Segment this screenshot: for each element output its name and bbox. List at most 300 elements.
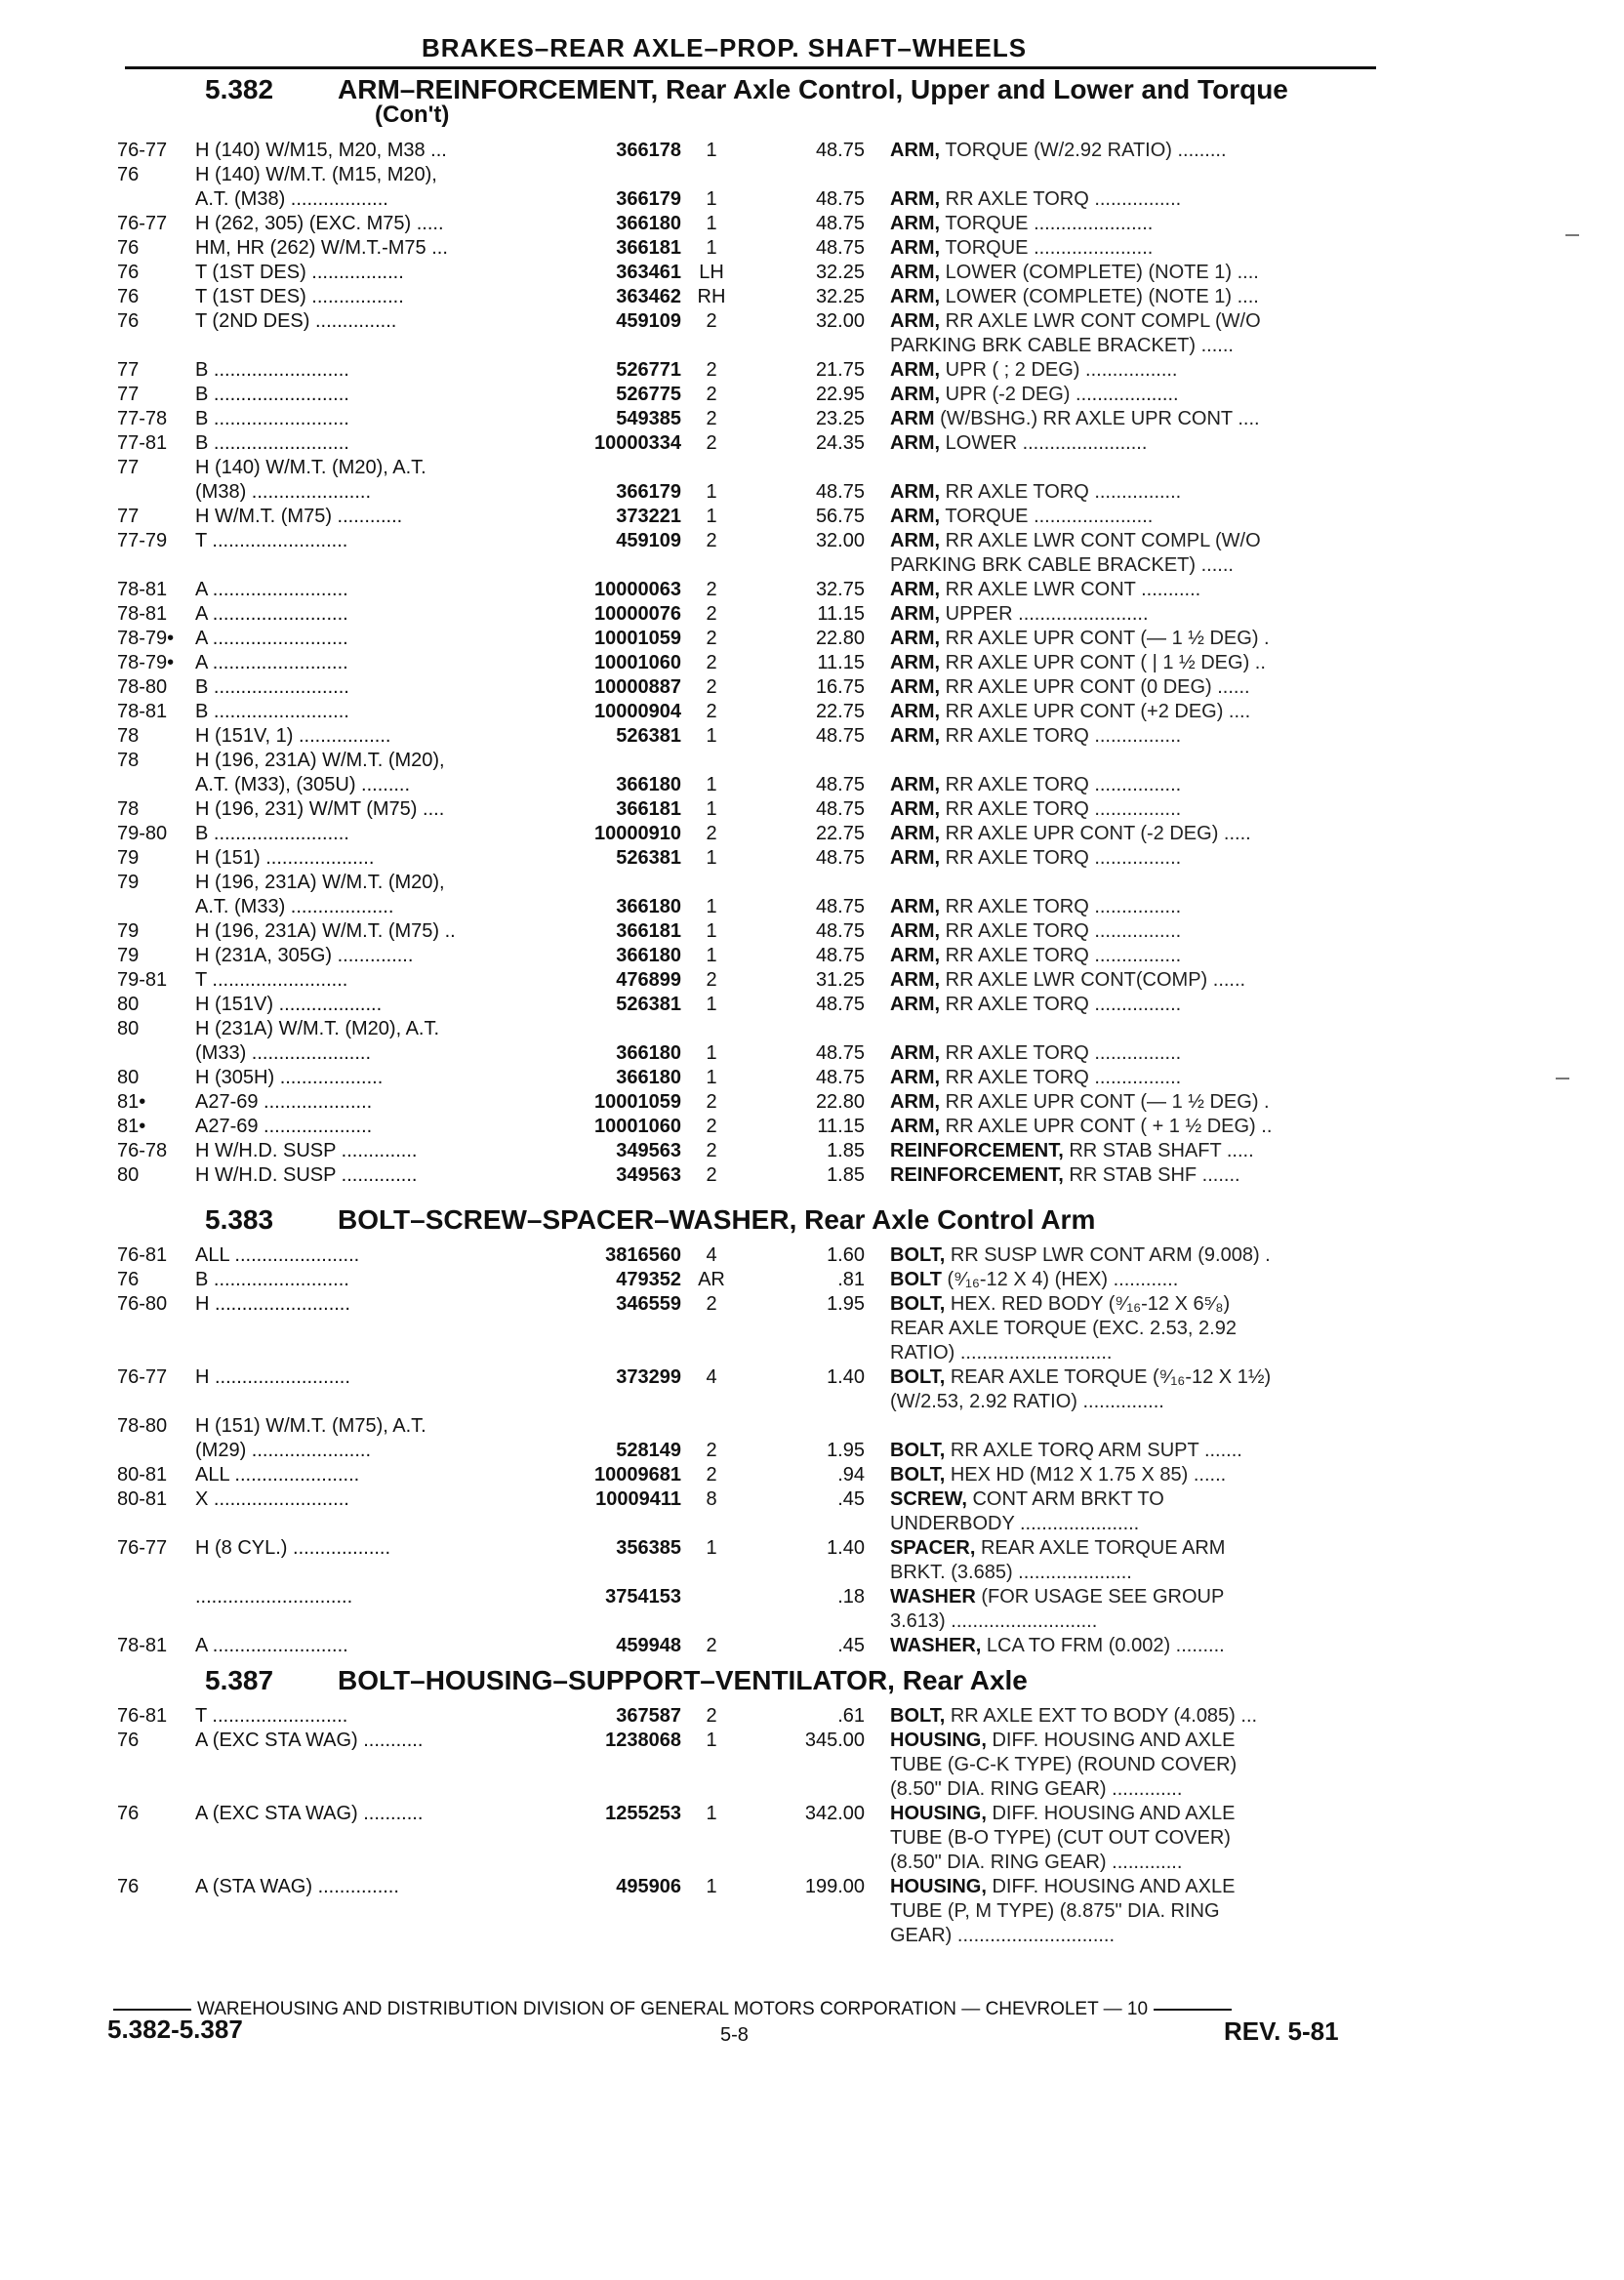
footer-division: WAREHOUSING AND DISTRIBUTION DIVISION OF GENERAL MOTORS CORPORATION — CHEVROLET — 10 (197, 1999, 1149, 2019)
row-application: A.T. (M33), (305U) ......... (195, 774, 411, 795)
row-quantity: 1 (706, 1876, 717, 1897)
row-description-rest: RR AXLE TORQ ................ (945, 896, 1182, 917)
margin-mark (1565, 234, 1579, 236)
row-part-number: 349563 (616, 1164, 681, 1186)
row-description-rest: PARKING BRK CABLE BRACKET) ...... (890, 554, 1234, 576)
row-description (890, 187, 1368, 211)
row-application: H (151) .................... (195, 847, 375, 869)
row-price: 48.75 (815, 847, 865, 869)
row-description-lead: ARM, (890, 1091, 941, 1113)
row-year: 78-81 (117, 603, 168, 625)
row-year: 76-77 (117, 1537, 168, 1559)
row-description-rest: UPR (-2 DEG) ................... (945, 384, 1179, 405)
row-description-rest: RR SUSP LWR CONT ARM (9.008) . (950, 1244, 1271, 1266)
row-part-number: 459948 (616, 1635, 681, 1656)
row-part-number: 356385 (616, 1537, 681, 1559)
row-part-number: 10001059 (594, 1091, 681, 1113)
part-row (0, 480, 1624, 505)
row-description-lead: WASHER, (890, 1635, 982, 1656)
row-year: 77-81 (117, 432, 168, 454)
row-part-number: 495906 (616, 1876, 681, 1897)
row-description (890, 846, 1368, 870)
row-description-rest: RR AXLE LWR CONT ........... (945, 579, 1201, 600)
row-part-number: 366181 (616, 920, 681, 942)
row-price: .45 (837, 1635, 865, 1656)
row-quantity: 2 (706, 1116, 717, 1137)
row-description-rest: RR AXLE TORQ ................ (945, 798, 1182, 820)
part-row (0, 505, 1624, 529)
row-part-number: 526775 (616, 384, 681, 405)
section-number: 5.383 (205, 1204, 274, 1235)
row-description-lead: ARM, (890, 481, 941, 503)
row-description-rest: RR AXLE TORQ ................ (945, 188, 1182, 210)
row-description-lead: ARM, (890, 432, 941, 454)
part-row (0, 1163, 1624, 1188)
row-price: 1.85 (827, 1140, 865, 1161)
row-part-number: 10000887 (594, 676, 681, 698)
row-year: 78 (117, 798, 140, 820)
part-row (0, 1851, 1624, 1875)
row-description-rest: LOWER (COMPLETE) (NOTE 1) .... (945, 286, 1259, 307)
row-quantity: 1 (706, 994, 717, 1015)
part-row (0, 919, 1624, 944)
part-row (0, 1802, 1624, 1826)
row-quantity: 2 (706, 1635, 717, 1656)
row-year: 79 (117, 872, 140, 893)
row-quantity: 1 (706, 1803, 717, 1824)
part-row (0, 1139, 1624, 1163)
row-price: 1.85 (827, 1164, 865, 1186)
row-application: H (231A, 305G) .............. (195, 945, 414, 966)
row-description (890, 212, 1368, 235)
part-row (0, 1090, 1624, 1115)
row-part-number: 366178 (616, 140, 681, 161)
margin-mark (1556, 1078, 1569, 1079)
row-application: H (151V, 1) ................. (195, 725, 391, 747)
row-price: 56.75 (815, 506, 865, 527)
row-application: B ......................... (195, 432, 349, 454)
row-price: 32.00 (815, 530, 865, 551)
part-row (0, 285, 1624, 309)
row-part-number: 373221 (616, 506, 681, 527)
row-description-lead: ARM, (890, 628, 941, 649)
row-description-lead: ARM, (890, 1042, 941, 1064)
row-quantity: 1 (706, 188, 717, 210)
row-price: 23.25 (815, 408, 865, 429)
row-year: 80 (117, 1164, 140, 1186)
row-quantity: 2 (706, 969, 717, 991)
row-description-lead: ARM, (890, 359, 941, 381)
row-part-number: 1238068 (605, 1730, 681, 1751)
row-description (890, 1899, 1368, 1923)
row-price: 11.15 (817, 603, 865, 625)
row-description (890, 358, 1368, 382)
row-price: 24.35 (815, 432, 865, 454)
row-description (890, 1439, 1368, 1462)
part-row (0, 1753, 1624, 1777)
row-year: 78 (117, 750, 140, 771)
row-quantity: 1 (706, 945, 717, 966)
row-description (890, 1090, 1368, 1114)
row-quantity: 1 (706, 213, 717, 234)
row-part-number: 10001059 (594, 628, 681, 649)
row-description (890, 1292, 1368, 1316)
row-description-lead: SPACER, (890, 1537, 976, 1559)
row-application: B ......................... (195, 408, 349, 429)
row-price: .18 (837, 1586, 865, 1608)
row-description-lead: ARM, (890, 798, 941, 820)
row-description-lead: WASHER (890, 1586, 976, 1608)
row-price: 1.40 (827, 1537, 865, 1559)
row-part-number: 349563 (616, 1140, 681, 1161)
part-row (0, 1414, 1624, 1439)
row-description (890, 261, 1368, 284)
row-description (890, 407, 1368, 430)
row-part-number: 10001060 (594, 652, 681, 673)
row-price: 1.95 (827, 1293, 865, 1315)
row-year: 79 (117, 945, 140, 966)
row-description-rest: (FOR USAGE SEE GROUP (981, 1586, 1225, 1608)
footer-page-number: 5-8 (720, 2024, 749, 2046)
row-quantity: 4 (706, 1244, 717, 1266)
row-description (890, 993, 1368, 1016)
row-application: HM, HR (262) W/M.T.-M75 ... (195, 237, 448, 259)
row-description (890, 1826, 1368, 1850)
row-description-lead: ARM, (890, 603, 941, 625)
footer-revision: REV. 5-81 (1224, 2016, 1339, 2046)
row-application: (M33) ...................... (195, 1042, 372, 1064)
part-row (0, 846, 1624, 871)
row-quantity: 1 (706, 1730, 717, 1751)
row-price: 22.75 (815, 701, 865, 722)
row-price: 11.15 (817, 1116, 865, 1137)
footer-rule-left (113, 2009, 191, 2011)
row-application: H ......................... (195, 1366, 350, 1388)
part-row (0, 602, 1624, 627)
row-description (890, 309, 1368, 333)
part-row (0, 675, 1624, 700)
section-title-subtitle: Rear Axle (902, 1665, 1028, 1695)
row-application: T ......................... (195, 1705, 348, 1727)
row-description (890, 675, 1368, 699)
row-description (890, 724, 1368, 748)
row-description-lead: SCREW, (890, 1488, 967, 1510)
row-description-lead: ARM (890, 408, 935, 429)
row-quantity: 1 (706, 774, 717, 795)
header-rule (125, 66, 1376, 69)
row-price: 48.75 (815, 237, 865, 259)
row-price: 199.00 (804, 1876, 865, 1897)
part-row (0, 187, 1624, 212)
row-application: H (196, 231A) W/M.T. (M20), (195, 750, 445, 771)
row-quantity: 2 (706, 701, 717, 722)
row-application: T (1ST DES) ................. (195, 262, 404, 283)
row-description-rest: RR AXLE TORQ ................ (945, 725, 1182, 747)
row-year: 77 (117, 384, 140, 405)
part-row (0, 871, 1624, 895)
part-row (0, 1899, 1624, 1924)
row-description-rest: RR AXLE TORQ ................ (945, 481, 1182, 503)
row-year: 77 (117, 359, 140, 381)
row-application: T (1ST DES) ................. (195, 286, 404, 307)
part-row (0, 1561, 1624, 1585)
row-quantity: 1 (706, 140, 717, 161)
row-part-number: 528149 (616, 1440, 681, 1461)
row-quantity: 2 (706, 408, 717, 429)
part-row (0, 1826, 1624, 1851)
row-description (890, 236, 1368, 260)
row-description-lead: ARM, (890, 237, 941, 259)
part-row (0, 529, 1624, 553)
row-part-number: 366180 (616, 1042, 681, 1064)
row-description (890, 1561, 1368, 1584)
row-application: H (151) W/M.T. (M75), A.T. (195, 1415, 426, 1437)
part-row (0, 651, 1624, 675)
row-price: 48.75 (815, 1042, 865, 1064)
row-application: A ......................... (195, 628, 348, 649)
row-year: 76 (117, 1730, 140, 1751)
row-description (890, 553, 1368, 577)
row-quantity: 2 (706, 823, 717, 844)
row-year: 78-81 (117, 701, 168, 722)
row-application: A (STA WAG) ............... (195, 1876, 399, 1897)
row-description-rest: HEX HD (M12 X 1.75 X 85) ...... (950, 1464, 1227, 1486)
row-quantity: 1 (706, 896, 717, 917)
row-description-lead: ARM, (890, 579, 941, 600)
part-row (0, 1924, 1624, 1948)
row-part-number: 3816560 (605, 1244, 681, 1266)
row-description (890, 1753, 1368, 1776)
row-description (890, 1041, 1368, 1065)
row-year: 78 (117, 725, 140, 747)
row-description (890, 1875, 1368, 1898)
row-quantity: 2 (706, 676, 717, 698)
row-part-number: 367587 (616, 1705, 681, 1727)
row-description-rest: 3.613) ........................... (890, 1610, 1098, 1632)
row-description (890, 944, 1368, 967)
row-price: 22.75 (815, 823, 865, 844)
row-description-lead: ARM, (890, 530, 941, 551)
row-description-lead: HOUSING, (890, 1876, 987, 1897)
row-application: H W/M.T. (M75) ............ (195, 506, 403, 527)
section-heading (338, 1204, 1095, 1236)
row-description (890, 1634, 1368, 1657)
row-description-rest: TORQUE ...................... (945, 213, 1154, 234)
part-row (0, 334, 1624, 358)
row-year: 79 (117, 847, 140, 869)
part-row (0, 1243, 1624, 1268)
row-quantity: 2 (706, 530, 717, 551)
part-row (0, 358, 1624, 383)
row-year: 79 (117, 920, 140, 942)
row-description (890, 285, 1368, 308)
row-description (890, 1115, 1368, 1138)
row-price: 32.25 (815, 286, 865, 307)
row-part-number: 366181 (616, 237, 681, 259)
row-application: A ......................... (195, 603, 348, 625)
row-application: A (EXC STA WAG) ........... (195, 1730, 424, 1751)
part-row (0, 1292, 1624, 1317)
row-description-rest: GEAR) ............................. (890, 1925, 1116, 1946)
row-quantity: 2 (706, 310, 717, 332)
row-part-number: 10001060 (594, 1116, 681, 1137)
row-description-rest: (8.50" DIA. RING GEAR) ............. (890, 1852, 1183, 1873)
row-application: H (231A) W/M.T. (M20), A.T. (195, 1018, 440, 1039)
row-year: 81• (117, 1116, 146, 1137)
row-description (890, 529, 1368, 552)
row-description (890, 505, 1368, 528)
row-description-lead: BOLT, (890, 1464, 946, 1486)
row-description (890, 822, 1368, 845)
row-description (890, 1729, 1368, 1752)
row-description-lead: HOUSING, (890, 1730, 987, 1751)
row-description-lead: BOLT, (890, 1293, 946, 1315)
row-application: T ......................... (195, 530, 348, 551)
row-quantity: 2 (706, 1464, 717, 1486)
part-row (0, 1463, 1624, 1487)
part-row (0, 578, 1624, 602)
row-part-number: 366180 (616, 896, 681, 917)
row-year: 76-81 (117, 1244, 168, 1266)
row-description (890, 1463, 1368, 1486)
part-row (0, 553, 1624, 578)
section-continued-label: (Con't) (375, 102, 450, 128)
row-description-rest: RR AXLE UPR CONT (+2 DEG) .... (945, 701, 1251, 722)
row-part-number: 549385 (616, 408, 681, 429)
row-description (890, 1365, 1368, 1389)
part-row (0, 724, 1624, 749)
row-description-lead: ARM, (890, 1116, 941, 1137)
row-year: 81• (117, 1091, 146, 1113)
part-row (0, 773, 1624, 797)
row-description-rest: RR AXLE TORQ ................ (945, 1067, 1182, 1088)
section-title-main: BOLT–HOUSING–SUPPORT–VENTILATOR, (338, 1665, 895, 1695)
row-part-number: 366181 (616, 798, 681, 820)
row-price: 32.75 (815, 579, 865, 600)
row-year: 80 (117, 1018, 140, 1039)
row-price: 48.75 (815, 896, 865, 917)
row-part-number: 3754153 (605, 1586, 681, 1608)
row-description-lead: HOUSING, (890, 1803, 987, 1824)
part-row (0, 1875, 1624, 1899)
row-description (890, 602, 1368, 626)
row-part-number: 459109 (616, 530, 681, 551)
row-description (890, 895, 1368, 918)
row-description (890, 1139, 1368, 1162)
row-price: 48.75 (815, 188, 865, 210)
part-row (0, 456, 1624, 480)
row-application: B ......................... (195, 384, 349, 405)
row-description-lead: ARM, (890, 701, 941, 722)
row-application: ............................. (195, 1586, 353, 1608)
row-application: A (EXC STA WAG) ........... (195, 1803, 424, 1824)
row-description (890, 1243, 1368, 1267)
row-quantity: 2 (706, 1091, 717, 1113)
row-price: 1.95 (827, 1440, 865, 1461)
row-description (890, 1390, 1368, 1413)
row-part-number: 526771 (616, 359, 681, 381)
row-description (890, 968, 1368, 992)
row-quantity: 2 (706, 1705, 717, 1727)
row-description (890, 1487, 1368, 1511)
row-price: 342.00 (804, 1803, 865, 1824)
row-description (890, 1609, 1368, 1633)
footer-group-range: 5.382-5.387 (107, 2015, 243, 2044)
row-description-rest: TORQUE ...................... (945, 506, 1154, 527)
part-row (0, 1777, 1624, 1802)
row-application: H (196, 231A) W/M.T. (M75) .. (195, 920, 456, 942)
row-application: H (305H) ................... (195, 1067, 384, 1088)
part-row (0, 627, 1624, 651)
row-description-lead: ARM, (890, 188, 941, 210)
row-description-rest: (W/BSHG.) RR AXLE UPR CONT .... (940, 408, 1260, 429)
row-description-rest: RR AXLE UPR CONT (— 1 ½ DEG) . (945, 628, 1270, 649)
section-title-subtitle: Rear Axle Control Arm (804, 1204, 1096, 1235)
row-description-rest: TORQUE (W/2.92 RATIO) ......... (945, 140, 1227, 161)
part-row (0, 797, 1624, 822)
row-year: 78-81 (117, 579, 168, 600)
row-application: X ......................... (195, 1488, 349, 1510)
row-quantity: LH (699, 262, 724, 283)
row-description-rest: LOWER ....................... (945, 432, 1148, 454)
row-part-number: 10000334 (594, 432, 681, 454)
row-description-rest: PARKING BRK CABLE BRACKET) ...... (890, 335, 1234, 356)
row-description-rest: TUBE (G-C-K TYPE) (ROUND COVER) (890, 1754, 1238, 1775)
row-quantity: 2 (706, 628, 717, 649)
row-quantity: 8 (706, 1488, 717, 1510)
row-description (890, 578, 1368, 601)
row-description-lead: BOLT, (890, 1705, 946, 1727)
row-year: 76 (117, 286, 140, 307)
part-row (0, 1609, 1624, 1634)
row-description-rest: RR AXLE LWR CONT COMPL (W/O (945, 310, 1261, 332)
row-description-lead: ARM, (890, 652, 941, 673)
row-year: 76-77 (117, 140, 168, 161)
part-row (0, 431, 1624, 456)
row-year: 77-78 (117, 408, 168, 429)
row-quantity: 1 (706, 481, 717, 503)
row-application: A27-69 .................... (195, 1091, 373, 1113)
row-description-lead: ARM, (890, 262, 941, 283)
row-application: B ......................... (195, 823, 349, 844)
row-quantity: 1 (706, 1537, 717, 1559)
row-part-number: 366180 (616, 774, 681, 795)
row-price: 22.80 (815, 1091, 865, 1113)
part-row (0, 1390, 1624, 1414)
row-price: 32.00 (815, 310, 865, 332)
row-part-number: 479352 (616, 1269, 681, 1290)
row-part-number: 10000063 (594, 579, 681, 600)
row-year: 76-78 (117, 1140, 168, 1161)
row-price: 48.75 (815, 725, 865, 747)
row-description-rest: TUBE (B-O TYPE) (CUT OUT COVER) (890, 1827, 1231, 1849)
row-description-rest: BRKT. (3.685) ..................... (890, 1562, 1132, 1583)
row-year: 77-79 (117, 530, 168, 551)
row-application: A ......................... (195, 579, 348, 600)
row-price: 21.75 (815, 359, 865, 381)
footer-rule-right (1154, 2009, 1232, 2011)
row-part-number: 366180 (616, 945, 681, 966)
row-quantity: 2 (706, 1140, 717, 1161)
row-price: 16.75 (815, 676, 865, 698)
part-row (0, 895, 1624, 919)
row-quantity: 2 (706, 384, 717, 405)
section-number: 5.387 (205, 1665, 274, 1695)
row-part-number: 476899 (616, 969, 681, 991)
row-application: A ......................... (195, 652, 348, 673)
row-description-rest: UPR ( ; 2 DEG) ................. (945, 359, 1178, 381)
row-price: 48.75 (815, 774, 865, 795)
